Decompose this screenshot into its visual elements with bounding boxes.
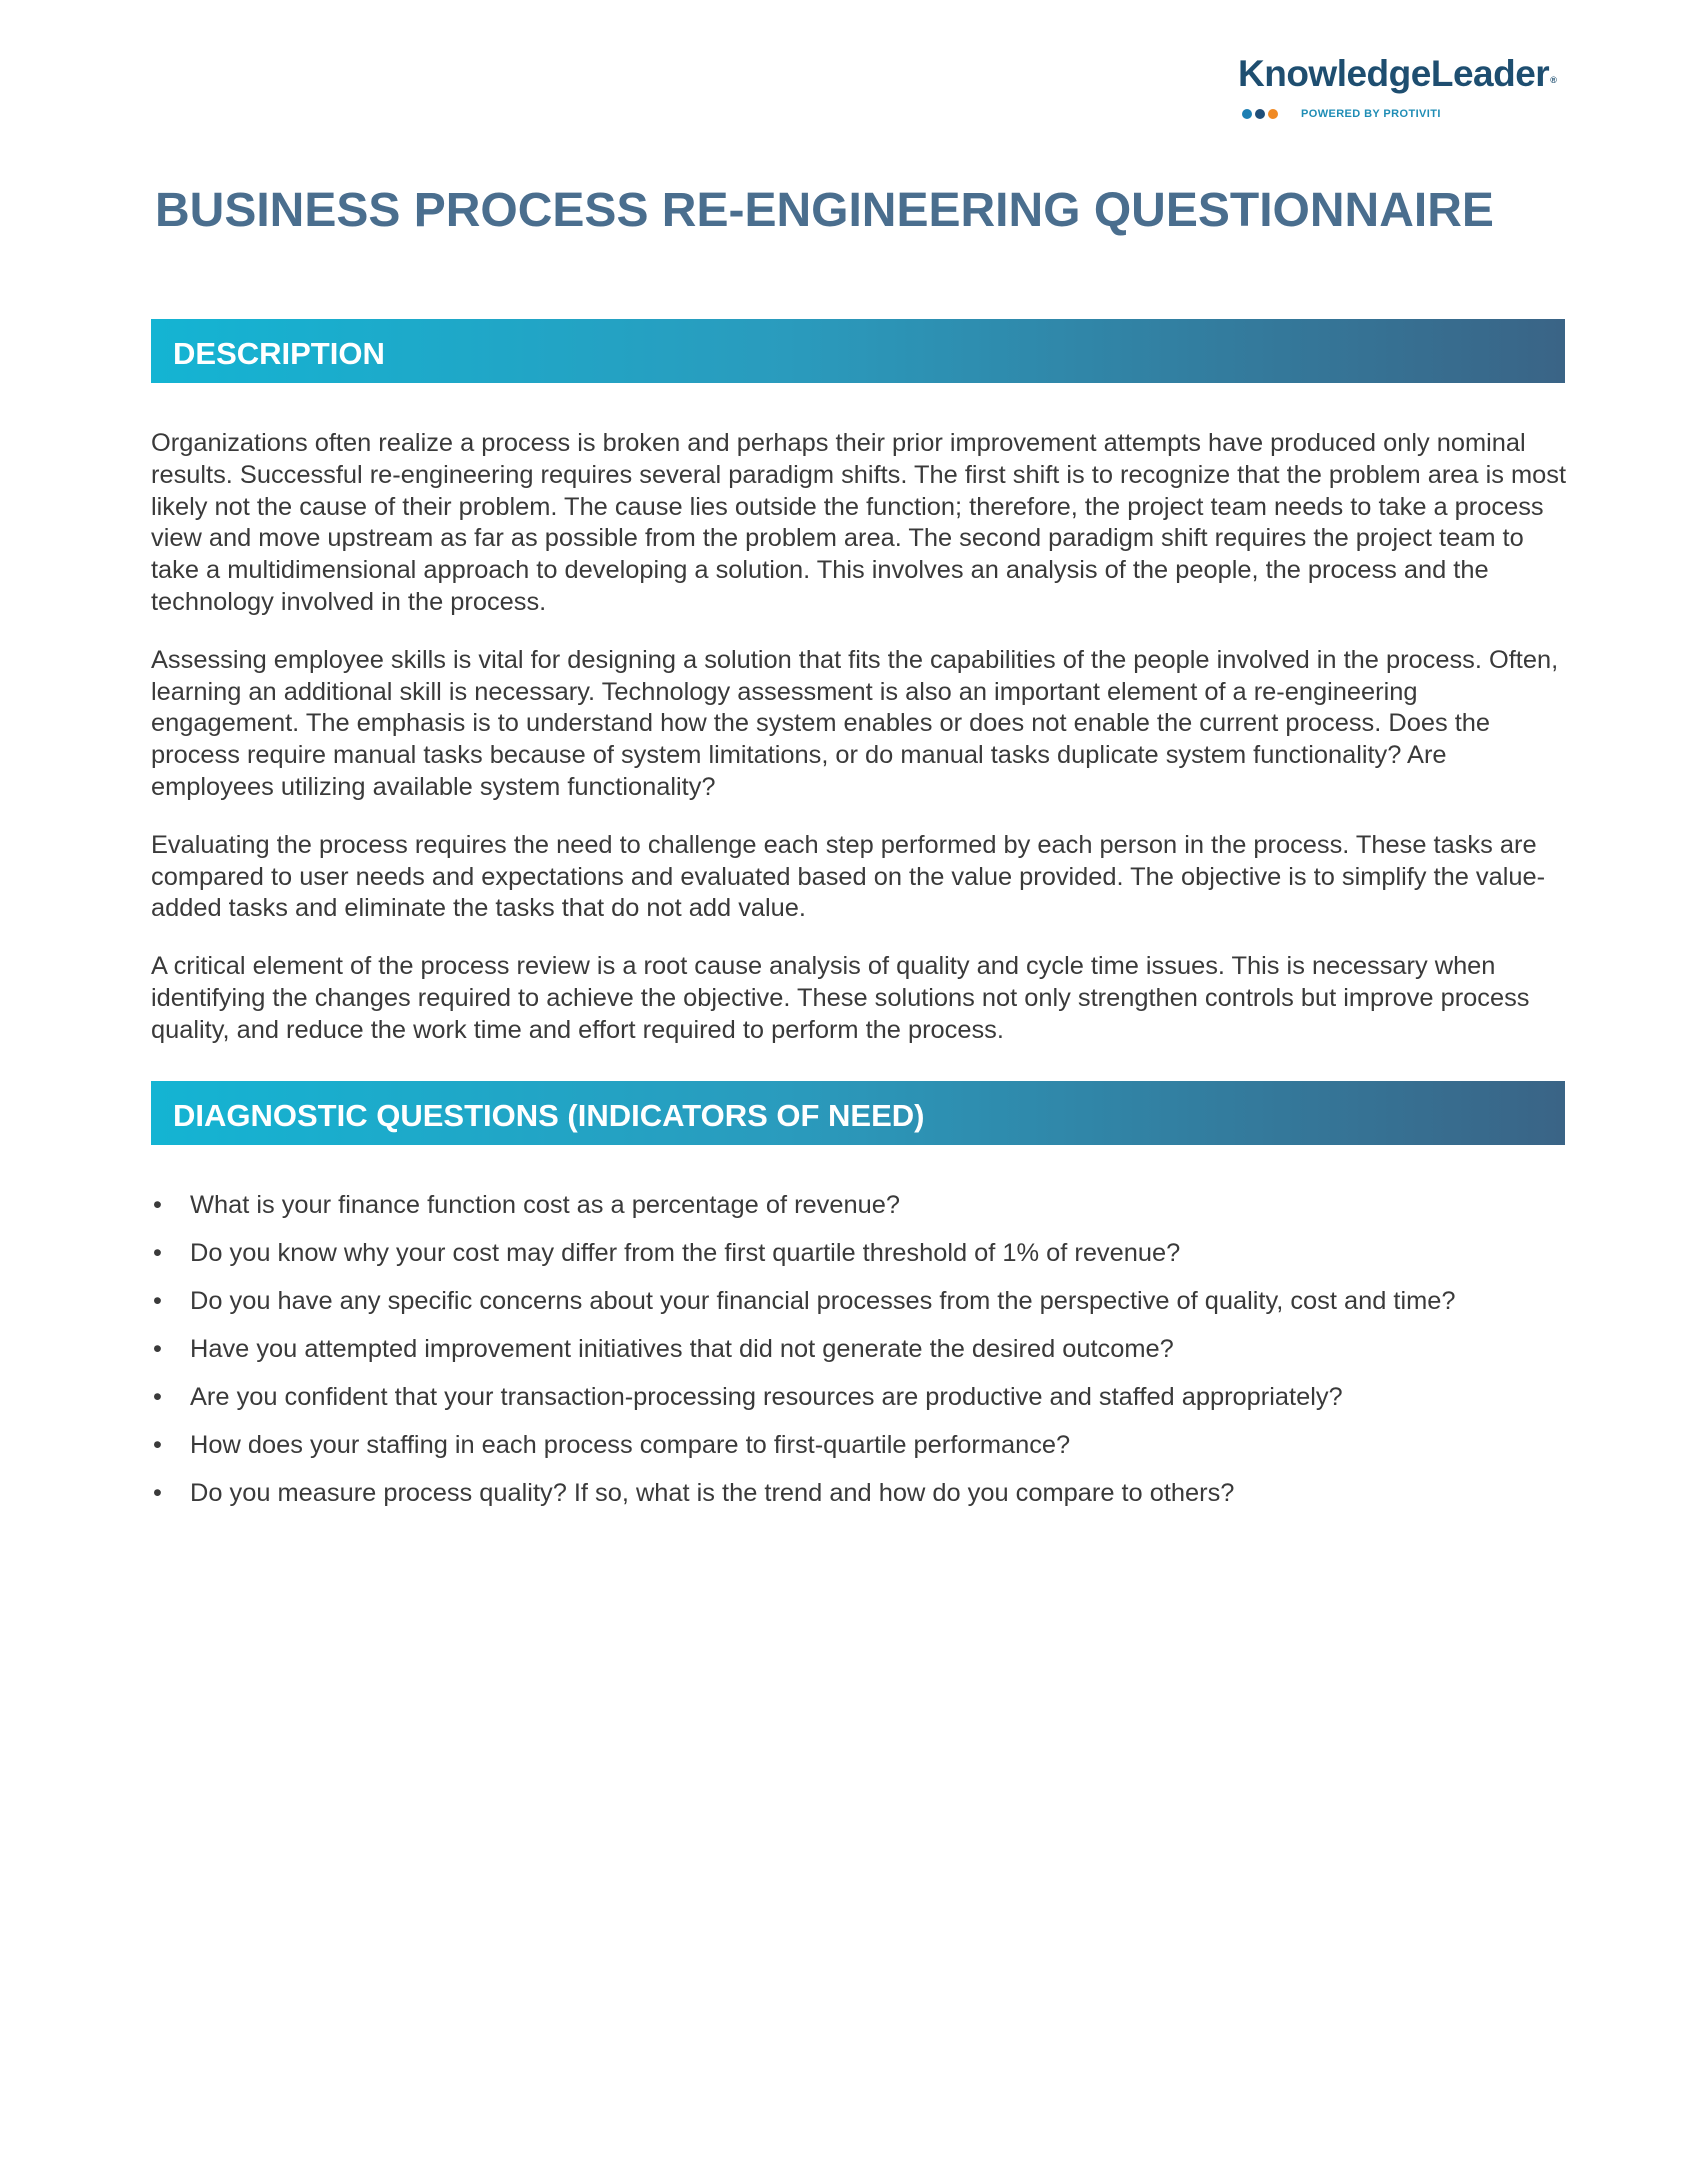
logo-dot-icon [1242, 109, 1252, 119]
diagnostic-heading: DIAGNOSTIC QUESTIONS (INDICATORS OF NEED) [173, 1098, 925, 1133]
diagnostic-question-list [151, 1190, 1571, 1526]
description-paragraph: Organizations often realize a process is broken and perhaps their prior improvement attempts have produced only nominal results. Successful re-engineering requires several paradigm shifts. The first shift is to recognize that the problem area is most likely not the cause of their problem. The cause lies outside the function; therefore, the project team needs to take a process view and move upstream as far as possible from the problem area. The second paradigm shift requires the project team to take a multidimensional approach to developing a solution. This involves an analysis of the people, the process and the technology involved in the process. [151, 429, 1566, 616]
diagnostic-section-header [151, 1081, 1565, 1145]
logo-dot-icon [1255, 109, 1265, 119]
list-item: • Are you confident that your transaction-processing resources are productive and staffed appropriately? [151, 1382, 1571, 1414]
logo-wordmark: KnowledgeLeader® [1238, 53, 1557, 94]
logo-tagline: POWERED BY PROTIVITI [1301, 108, 1441, 120]
page-title: BUSINESS PROCESS RE-ENGINEERING QUESTIONNAIRE [155, 184, 1494, 237]
list-item: • What is your finance function cost as a percentage of revenue? [151, 1190, 1571, 1222]
knowledgeleader-logo [1238, 52, 1568, 120]
list-item: • Do you measure process quality? If so, what is the trend and how do you compare to others? [151, 1478, 1571, 1510]
description-paragraph: A critical element of the process review is a root cause analysis of quality and cycle time issues. This is necessary when identifying the changes required to achieve the objective. These solutions not only strengthen controls but improve process quality, and reduce the work time and effort required to perform the process. [151, 952, 1530, 1044]
description-paragraph: Evaluating the process requires the need to challenge each step performed by each person in the process. These tasks are compared to user needs and expectations and evaluated based on the value provided. The objective is to simplify the value-added tasks and eliminate the tasks that do not add value. [151, 830, 1546, 923]
list-item: • How does your staffing in each process compare to first-quartile performance? [151, 1430, 1571, 1462]
description-section-header [151, 319, 1565, 383]
logo-tagline-row [1242, 108, 1568, 120]
description-heading: DESCRIPTION [173, 336, 385, 371]
list-item: • Do you know why your cost may differ from the first quartile threshold of 1% of revenue? [151, 1238, 1571, 1270]
registered-mark: ® [1550, 75, 1557, 85]
list-item: • Do you have any specific concerns about your financial processes from the perspective of quality, cost and time? [151, 1286, 1571, 1318]
description-paragraph: Assessing employee skills is vital for designing a solution that fits the capabilities of the people involved in the process. Often, learning an additional skill is necessary. Technology assessment is also an important element of a re-engineering engagement. The emphasis is to understand how the system enables or does not enable the current process. Does the process require manual tasks because of system limitations, or do manual tasks duplicate system functionality? Are employees utilizing available system functionality? [151, 645, 1559, 801]
list-item: • Have you attempted improvement initiatives that did not generate the desired outcome? [151, 1334, 1571, 1366]
description-body [151, 428, 1571, 1073]
logo-dot-icon [1268, 109, 1278, 119]
